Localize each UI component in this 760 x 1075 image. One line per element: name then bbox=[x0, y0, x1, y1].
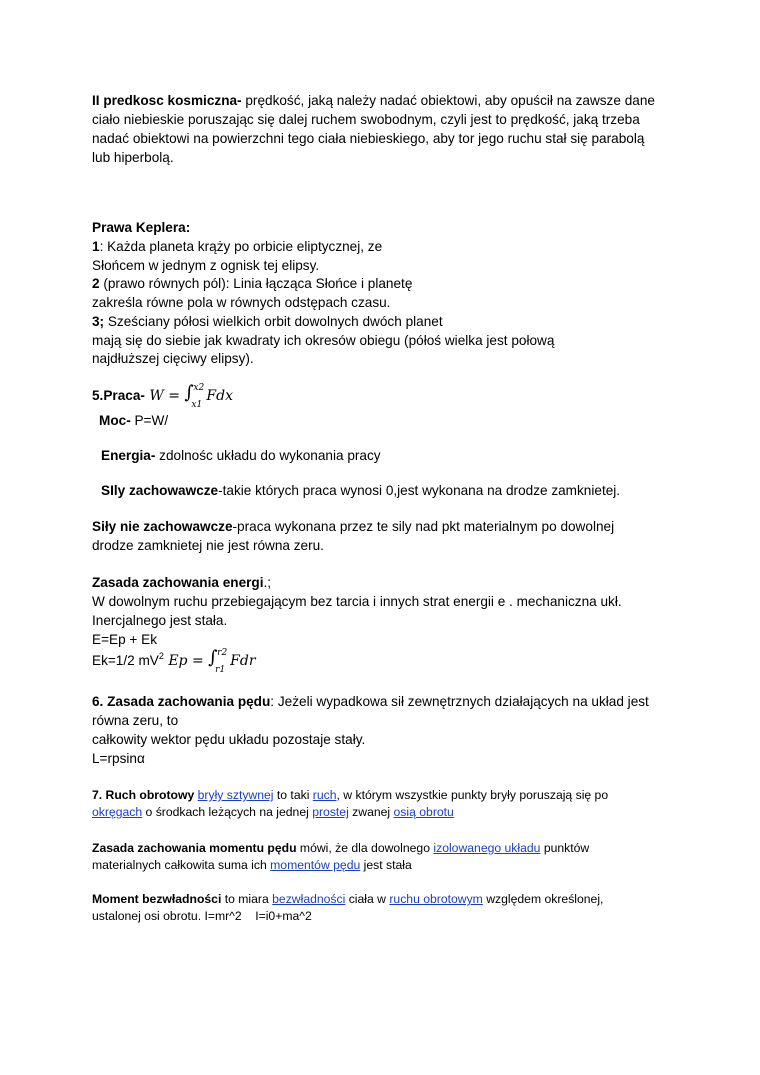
power-line: Moc- P=W/ bbox=[99, 413, 169, 428]
integral-sign: ∫ r2 r1 bbox=[208, 647, 228, 675]
momentum-line-4: L=rpsinα bbox=[92, 751, 145, 766]
kepler-law-2-cont: zakreśla równe pola w równych odstępach czasu. bbox=[92, 295, 391, 310]
energy-cons-line-4: Ek=1/2 $mV^2$ Ep = ∫ r2 r1 Fdr bbox=[92, 647, 256, 675]
energy-cons-line-1: W dowolnym ruchu przebiegającym bez tarcia i innych strat energii e . mechaniczna ukł. bbox=[92, 594, 622, 609]
work-line bbox=[92, 382, 233, 410]
link-inertia[interactable]: bezwładności bbox=[272, 892, 346, 906]
cosmic-line-2: ciało niebieskie poruszając się dalej ruchem swobodnym, czyli jest to prędkość, jaką trzeba bbox=[92, 112, 640, 127]
rotation-line-1: 7. Ruch obrotowy bryły sztywnej to taki ruch, w którym wszystkie punkty bryły poruszają się po bbox=[92, 788, 609, 802]
link-circles[interactable]: okręgach bbox=[92, 805, 143, 819]
angular-momentum-line-2: materialnych całkowita suma ich momentów pędu jest stała bbox=[92, 858, 412, 872]
link-motion[interactable]: ruch bbox=[312, 788, 337, 802]
kepler-law-3-cont-1: mają się do siebie jak kwadraty ich okresów obiegu (półoś wielka jest połową bbox=[92, 333, 555, 348]
energy-cons-title: Zasada zachowania energi.; bbox=[92, 575, 272, 590]
link-rigid-body[interactable]: bryły sztywnej bbox=[197, 788, 274, 802]
momentum-line-3: całkowity wektor pędu układu pozostaje stały. bbox=[92, 732, 366, 747]
kepler-law-3-cont-2: najdłuższej cięciwy elipsy). bbox=[92, 351, 254, 366]
link-rotation-axis[interactable]: osią obrotu bbox=[393, 805, 454, 819]
nonconservative-line-2: drodze zamknietej nie jest równa zeru. bbox=[92, 538, 324, 553]
kepler-law-2: 2 (prawo równych pól): Linia łącząca Słońce i planetę bbox=[92, 276, 413, 291]
angular-momentum-line-1: Zasada zachowania momentu pędu mówi, że dla dowolnego izolowanego układu punktów bbox=[92, 841, 590, 855]
link-rotational-motion[interactable]: ruchu obrotowym bbox=[389, 892, 483, 906]
momentum-line-1: 6. Zasada zachowania pędu: Jeżeli wypadkowa sił zewnętrznych działających na układ jest bbox=[92, 694, 649, 709]
momentum-line-2: równa zeru, to bbox=[92, 713, 179, 728]
kepler-law-1-cont: Słońcem w jednym z ognisk tej elipsy. bbox=[92, 258, 320, 273]
cosmic-line-1: II predkosc kosmiczna- prędkość, jaką należy nadać obiektowi, aby opuścił na zawsze dane bbox=[92, 93, 655, 108]
potential-energy-formula: Ep = ∫ r2 r1 Fdr bbox=[163, 647, 256, 675]
cosmic-line-4: lub hiperbolą. bbox=[92, 150, 174, 165]
link-isolated-system[interactable]: izolowanego układu bbox=[433, 841, 541, 855]
link-angular-momenta[interactable]: momentów pędu bbox=[270, 858, 361, 872]
kepler-law-1: 1: Każda planeta krąży po orbicie eliptycznej, ze bbox=[92, 239, 383, 254]
link-line[interactable]: prostej bbox=[312, 805, 349, 819]
cosmic-title: II predkosc kosmiczna- bbox=[92, 93, 242, 108]
inertia-line-2: ustalonej osi obrotu. I=mr^2 I=i0+ma^2 bbox=[92, 909, 312, 923]
rotation-line-2: okręgach o środkach leżących na jednej prostej zwanej osią obrotu bbox=[92, 805, 454, 819]
conservative-forces-line: SIly zachowawcze-takie których praca wynosi 0,jest wykonana na drodze zamknietej. bbox=[101, 483, 621, 498]
cosmic-line-3: nadać obiektowi na powierzchni tego ciała niebieskiego, aby tor jego ruchu stał się parabolą bbox=[92, 131, 645, 146]
energy-cons-line-3: E=Ep + Ek bbox=[92, 632, 157, 647]
integral-sign: ∫ x2 x1 bbox=[184, 382, 205, 410]
inertia-line-1: Moment bezwładności to miara bezwładności ciała w ruchu obrotowym względem określonej, bbox=[92, 892, 604, 906]
energy-cons-line-2: Inercjalnego jest stała. bbox=[92, 613, 228, 628]
kepler-title: Prawa Keplera: bbox=[92, 220, 191, 235]
nonconservative-line-1: Siły nie zachowawcze-praca wykonana przez te sily nad pkt materialnym po dowolnej bbox=[92, 519, 615, 534]
work-title: 5.Praca- bbox=[92, 388, 145, 403]
work-formula: W = ∫ x2 x1 Fdx bbox=[144, 382, 233, 410]
energy-line: Energia- zdolnośc układu do wykonania pracy bbox=[101, 448, 381, 463]
kepler-law-3: 3; Sześciany półosi wielkich orbit dowolnych dwóch planet bbox=[92, 314, 443, 329]
